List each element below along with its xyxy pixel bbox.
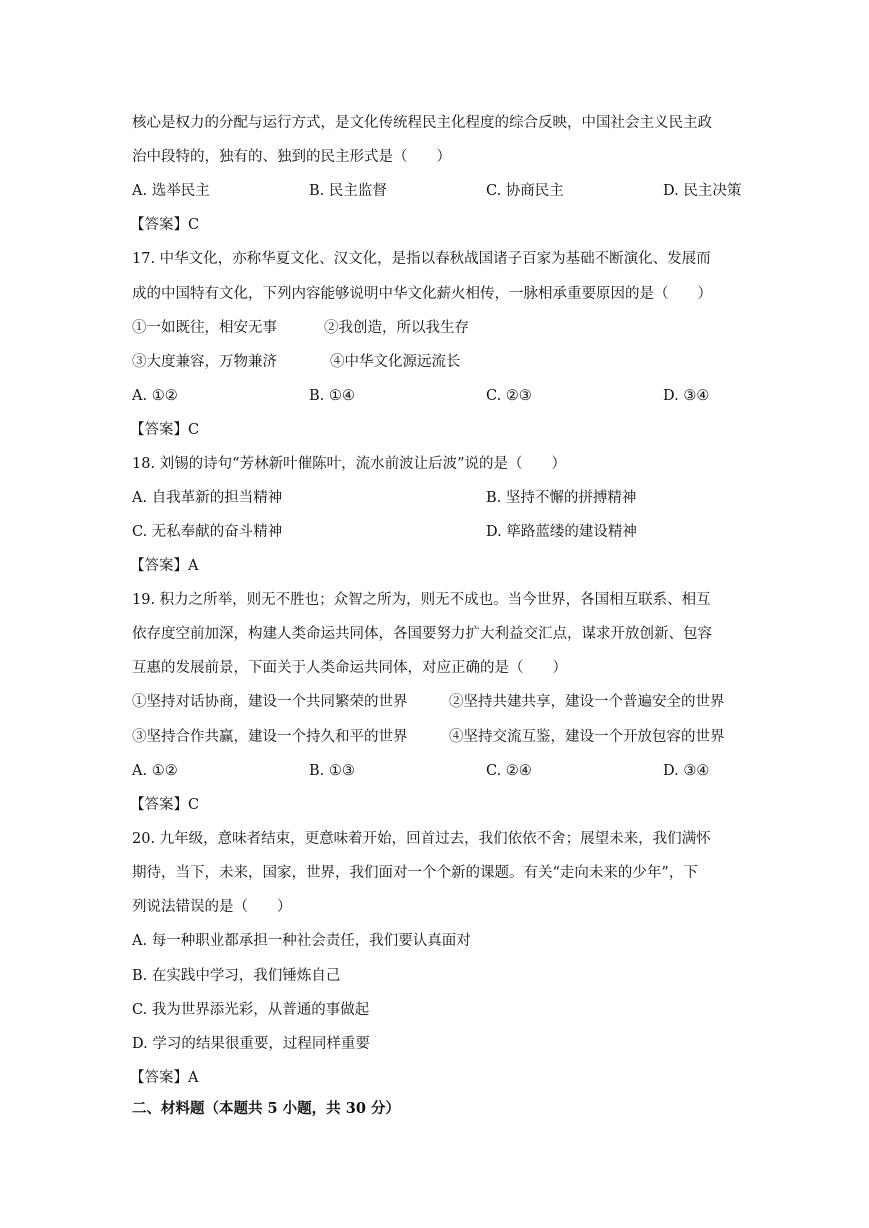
q16-option-b: B. 民主监督 <box>309 183 387 199</box>
q16-option-a: A. 选举民主 <box>132 183 210 199</box>
q19-option-d: D. ③④ <box>663 763 710 779</box>
q19-stem-line: 19. 积力之所举，则无不胜也；众智之所为，则无不成也。当今世界，各国相互联系、相互 <box>132 592 711 608</box>
q19-stem-line: 依存度空前加深，构建人类命运共同体，各国要努力扩大利益交汇点，谋求开放创新、包容 <box>132 626 712 642</box>
q16-stem-line: 治中段特的，独有的、独到的民主形式是（ ） <box>132 149 451 165</box>
q17-option-b: B. ①④ <box>309 388 355 404</box>
q19-option-c: C. ②④ <box>486 763 532 779</box>
q17-item-3: ③大度兼容，万物兼济 <box>132 354 277 370</box>
q17-answer: 【答案】C <box>130 422 200 438</box>
q19-stem-line: 互惠的发展前景，下面关于人类命运共同体，对应正确的是（ ） <box>132 660 567 676</box>
q16-answer: 【答案】C <box>130 217 200 233</box>
q18-stem-line: 18. 刘锡的诗句“芳林新叶催陈叶，流水前波让后波”说的是（ ） <box>132 456 566 472</box>
q17-option-a: A. ①② <box>132 388 178 404</box>
q19-item-4: ④坚持交流互鉴，建设一个开放包容的世界 <box>449 729 725 745</box>
q18-option-d: D. 筚路蓝缕的建设精神 <box>486 524 637 540</box>
q20-option-d: D. 学习的结果很重要，过程同样重要 <box>132 1036 370 1052</box>
q17-item-4: ④中华文化源远流长 <box>330 354 461 370</box>
q18-option-a: A. 自我革新的担当精神 <box>132 490 283 506</box>
q16-option-c: C. 协商民主 <box>486 183 564 199</box>
q19-option-b: B. ①③ <box>309 763 355 779</box>
q19-item-2: ②坚持共建共享，建设一个普遍安全的世界 <box>449 694 725 710</box>
q17-stem-line: 成的中国特有文化，下列内容能够说明中华文化薪火相传，一脉相承重要原因的是（ ） <box>132 286 712 302</box>
q20-stem-line: 20. 九年级，意味者结束，更意味着开始，回首过去，我们依依不舍；展望未来，我们满怀 <box>132 831 711 847</box>
q16-stem-line: 核心是权力的分配与运行方式，是文化传统程民主化程度的综合反映，中国社会主义民主政 <box>132 115 712 131</box>
q20-answer: 【答案】A <box>130 1070 199 1086</box>
section-heading: 二、材料题（本题共 5 小题，共 30 分） <box>132 1100 400 1117</box>
q20-option-c: C. 我为世界添光彩，从普通的事做起 <box>132 1002 370 1018</box>
q19-answer: 【答案】C <box>130 797 200 813</box>
q19-item-1: ①坚持对话协商，建设一个共同繁荣的世界 <box>132 694 408 710</box>
q17-item-1: ①一如既往，相安无事 <box>132 320 277 336</box>
q20-stem-line: 期待，当下，未来，国家，世界，我们面对一个个新的课题。有关“走向未来的少年”，下 <box>132 865 698 881</box>
q17-stem-line: 17. 中华文化，亦称华夏文化、汉文化，是指以春秋战国诸子百家为基础不断演化、发展而 <box>132 251 711 267</box>
q17-option-c: C. ②③ <box>486 388 532 404</box>
q17-option-d: D. ③④ <box>663 388 710 404</box>
q19-option-a: A. ①② <box>132 763 178 779</box>
q18-option-b: B. 坚持不懈的拼搏精神 <box>486 490 637 506</box>
q18-option-c: C. 无私奉献的奋斗精神 <box>132 524 283 540</box>
q17-item-2: ②我创造，所以我生存 <box>324 320 469 336</box>
q16-option-d: D. 民主决策 <box>663 183 742 199</box>
q20-stem-line: 列说法错误的是（ ） <box>132 899 292 915</box>
q20-option-a: A. 每一种职业都承担一种社会责任，我们要认真面对 <box>132 933 471 949</box>
q19-item-3: ③坚持合作共赢，建设一个持久和平的世界 <box>132 729 408 745</box>
q20-option-b: B. 在实践中学习，我们锤炼自己 <box>132 968 341 984</box>
q18-answer: 【答案】A <box>130 558 199 574</box>
